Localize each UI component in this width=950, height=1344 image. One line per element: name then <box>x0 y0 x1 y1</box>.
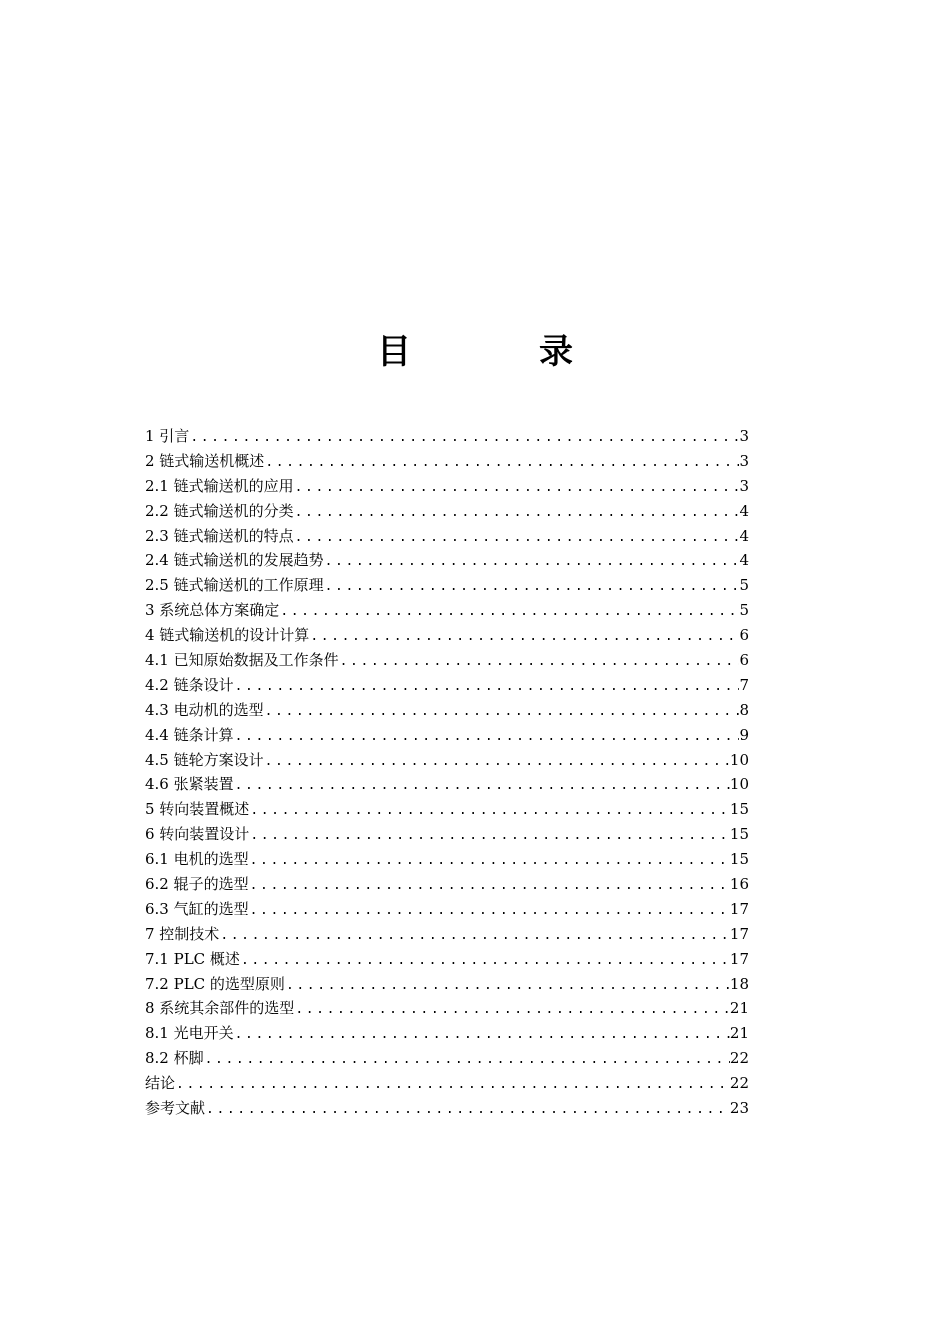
toc-dot-leader <box>240 949 730 972</box>
toc-entry[interactable] <box>145 449 749 474</box>
toc-entry-label: 6.2 辊子的选型 <box>145 875 249 894</box>
toc-entry-page: 8 <box>739 700 749 719</box>
toc-entry-label: 4 链式输送机的设计计算 <box>145 626 310 645</box>
toc-dot-leader <box>264 750 730 773</box>
toc-entry-page: 18 <box>729 974 749 993</box>
toc-entry-label: 2.3 链式输送机的特点 <box>145 526 294 545</box>
toc-entry-label: 7.2 PLC 的选型原则 <box>145 974 285 993</box>
toc-entry-page: 22 <box>729 1049 749 1068</box>
toc-entry-page: 5 <box>739 601 749 620</box>
toc-entry-label: 4.3 电动机的选型 <box>145 700 264 719</box>
toc-entry[interactable] <box>145 623 749 648</box>
toc-dot-leader <box>294 501 740 524</box>
toc-entry-label: 4.4 链条计算 <box>145 725 234 744</box>
toc-entry-label: 4.6 张紧装置 <box>145 775 234 794</box>
toc-dot-leader <box>324 575 740 598</box>
toc-entry-page: 10 <box>729 775 749 794</box>
toc-entry-label: 3 系统总体方案确定 <box>145 601 280 620</box>
toc-entry-label: 4.2 链条设计 <box>145 675 234 694</box>
toc-entry[interactable] <box>145 499 749 524</box>
toc-entry-page: 17 <box>729 899 749 918</box>
toc-entry-page: 7 <box>739 675 749 694</box>
toc-entry-page: 17 <box>729 924 749 943</box>
toc-entry[interactable] <box>145 822 749 847</box>
toc-entry[interactable] <box>145 772 749 797</box>
toc-entry[interactable] <box>145 673 749 698</box>
toc-dot-leader <box>234 725 740 748</box>
toc-entry-label: 4.5 链轮方案设计 <box>145 750 264 769</box>
toc-dot-leader <box>249 799 730 822</box>
toc-entry[interactable] <box>145 648 749 673</box>
toc-dot-leader <box>264 451 739 474</box>
toc-entry-label: 4.1 已知原始数据及工作条件 <box>145 651 339 670</box>
toc-entry-label: 8.2 杯脚 <box>145 1049 204 1068</box>
toc-entry[interactable] <box>145 872 749 897</box>
toc-dot-leader <box>204 1048 730 1071</box>
toc-entry-label: 2.2 链式输送机的分类 <box>145 501 294 520</box>
toc-title-char-2: 录 <box>539 332 573 372</box>
toc-entry-label: 1 引言 <box>145 427 190 445</box>
toc-entry[interactable] <box>145 698 749 723</box>
toc-title <box>0 330 950 374</box>
toc-entry-page: 15 <box>729 800 749 819</box>
toc-entry-label: 5 转向装置概述 <box>145 800 250 819</box>
toc-entry-page: 9 <box>739 725 749 744</box>
toc-entry-page: 23 <box>729 1099 749 1118</box>
toc-entry-page: 6 <box>739 626 749 645</box>
toc-entry[interactable] <box>145 922 749 947</box>
toc-entry-page: 15 <box>729 825 749 844</box>
toc-entry[interactable] <box>145 1096 749 1121</box>
toc-entry-label: 6 转向装置设计 <box>145 825 250 844</box>
toc-dot-leader <box>324 550 740 573</box>
toc-title-char-1: 目 <box>377 332 411 372</box>
toc-entry-label: 2.1 链式输送机的应用 <box>145 476 294 495</box>
toc-dot-leader <box>294 526 740 549</box>
toc-entry-label: 2.4 链式输送机的发展趋势 <box>145 551 324 570</box>
toc-entry-label: 2.5 链式输送机的工作原理 <box>145 576 324 595</box>
toc-entry-label: 6.1 电机的选型 <box>145 850 249 869</box>
toc-entry-page: 17 <box>729 949 749 968</box>
toc-dot-leader <box>294 998 730 1021</box>
toc-entry[interactable] <box>145 474 749 499</box>
toc-dot-leader <box>234 1023 730 1046</box>
toc-dot-leader <box>309 625 739 648</box>
toc-entry[interactable] <box>145 797 749 822</box>
toc-entry-page: 3 <box>739 476 749 495</box>
toc-entry-label: 6.3 气缸的选型 <box>145 899 249 918</box>
toc-entry-label: 7.1 PLC 概述 <box>145 949 240 968</box>
toc-dot-leader <box>264 700 740 723</box>
toc-entry-page: 10 <box>729 750 749 769</box>
toc-dot-leader <box>285 974 730 997</box>
toc-entry-page: 4 <box>739 526 749 545</box>
toc-entry-label: 2 链式输送机概述 <box>145 451 265 470</box>
toc-entry[interactable] <box>145 548 749 573</box>
toc-dot-leader <box>249 849 730 872</box>
toc-entry-page: 5 <box>739 576 749 595</box>
toc-entry-label: 7 控制技术 <box>145 924 220 943</box>
toc-entry-page: 4 <box>739 501 749 520</box>
toc-entry[interactable] <box>145 1046 749 1071</box>
toc-dot-leader <box>249 874 730 897</box>
toc-entry[interactable] <box>145 897 749 922</box>
toc-entry[interactable] <box>145 947 749 972</box>
toc-entry[interactable] <box>145 424 749 449</box>
toc-entry[interactable] <box>145 847 749 872</box>
toc-entry-page: 22 <box>729 1074 749 1093</box>
toc-entry-page: 16 <box>729 875 749 894</box>
toc-dot-leader <box>339 650 740 673</box>
toc-dot-leader <box>249 824 730 847</box>
toc-entry-page: 21 <box>729 999 749 1018</box>
toc-entry-page: 21 <box>729 1024 749 1043</box>
toc-entry-label: 8.1 光电开关 <box>145 1024 234 1043</box>
toc-dot-leader <box>234 675 740 698</box>
toc-dot-leader <box>234 774 730 797</box>
toc-dot-leader <box>294 476 740 499</box>
toc-entry[interactable] <box>145 748 749 773</box>
toc-entry-page: 15 <box>729 850 749 869</box>
toc-entry-page: 3 <box>739 427 749 445</box>
toc-list <box>145 424 749 1121</box>
toc-dot-leader <box>219 924 730 947</box>
toc-entry[interactable] <box>145 996 749 1021</box>
toc-entry[interactable] <box>145 524 749 549</box>
toc-entry-page: 4 <box>739 551 749 570</box>
toc-entry[interactable] <box>145 1071 749 1096</box>
toc-entry[interactable] <box>145 1021 749 1046</box>
toc-dot-leader <box>189 426 739 449</box>
toc-entry-label: 参考文献 <box>145 1099 206 1118</box>
toc-entry-page: 6 <box>739 651 749 670</box>
toc-entry-label: 结论 <box>145 1074 176 1093</box>
toc-dot-leader <box>279 600 739 623</box>
toc-dot-leader <box>249 899 730 922</box>
toc-entry-page: 3 <box>739 451 749 470</box>
toc-entry-label: 8 系统其余部件的选型 <box>145 999 295 1018</box>
toc-entry[interactable] <box>145 972 749 997</box>
toc-entry[interactable] <box>145 573 749 598</box>
toc-dot-leader <box>175 1073 730 1096</box>
toc-dot-leader <box>205 1098 730 1121</box>
toc-entry[interactable] <box>145 723 749 748</box>
toc-entry[interactable] <box>145 598 749 623</box>
